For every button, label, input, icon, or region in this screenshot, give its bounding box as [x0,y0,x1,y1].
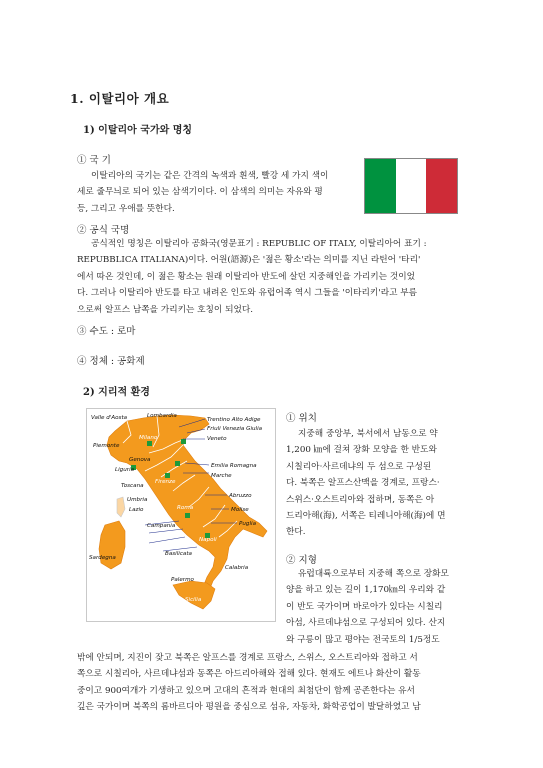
flag-paragraph [77,168,357,217]
terrain-line: 양을 하고 있는 길이 1,170㎞의 우리와 같 [286,585,446,596]
italian-flag-image [364,158,458,214]
subsection-heading-national-name: 1) 이탈리아 국가와 명칭 [83,125,193,136]
map-label: Sardegna [89,555,116,561]
terrain-line: 이 반도 국가이며 바로아가 있다는 시칠리 [286,601,443,612]
map-label: Umbria [127,497,148,503]
subsection-heading-geography: 2) 지리적 환경 [83,387,150,398]
terrain-line: 아섬, 사르데냐섬으로 구성되어 있다. 산지 [286,618,446,629]
map-label: Piemonte [93,443,120,449]
official-name-line: 에서 따온 것인데, 이 젊은 황소는 원래 이탈리아 반도에 살던 지중해인을 가리키는 것이었 [77,271,416,282]
map-label: Basilicata [165,551,192,557]
marker-bologna [175,461,180,466]
marker-milano [147,441,152,446]
map-label: Campania [147,523,176,529]
official-name-paragraph [77,236,469,318]
map-label: Napoli [199,537,217,543]
terrain-paragraph-wide [77,650,469,716]
map-label: Emilia Romagna [211,463,257,469]
map-label: Marche [211,473,232,479]
terrain-line: 쪽으로 시칠리아, 사르데냐섬과 동쪽은 아드리아해와 접해 있다. 현재도 에트나 화산이 활동 [77,669,421,680]
flag-heading: ① 국 기 [77,155,111,166]
map-label: Trentino Alto Adige [207,417,261,423]
terrain-line: 와 구릉이 많고 평야는 전국토의 1/5정도 [286,634,440,645]
map-label: Veneto [207,436,227,442]
map-label: Abruzzo [229,493,252,499]
location-line: 다. 북쪽은 알프스산맥을 경계로, 프랑스· [286,478,440,489]
location-line: 시칠리아·사르데냐의 두 섬으로 구성된 [286,461,432,472]
flag-green-stripe [365,159,396,213]
official-name-line: 공식적인 명칭은 이탈리아 공화국(영문표기 : REPUBLIC OF ITALY, 이탈리아어 표기 : [91,239,427,249]
flag-white-stripe [396,159,427,213]
official-name-line: 다. 그러나 이탈리아 반도를 타고 내려온 인도와 유럽어족 역시 그들을 '이타리키'라고 부름 [77,288,418,299]
map-label: Palermo [171,577,194,583]
flag-line: 세로 줄무늬로 되어 있는 삼색기이다. 이 삼색의 의미는 자유와 평 [77,187,323,198]
government-item: ④ 정체 : 공화제 [77,356,145,367]
official-name-heading: ② 공식 국명 [77,225,130,236]
section-heading-1: 1. 이탈리아 개요 [70,91,170,106]
map-label: Lazio [129,507,144,513]
official-name-line: REPUBBLICA ITALIANA)이다. 어원(語源)은 '젊은 황소'라는 의미를 지닌 라틴어 '타리' [77,255,421,266]
map-label: Roma [177,505,194,511]
official-name-line: 으로써 알프스 남쪽을 가리키는 호칭이 되었다. [77,304,254,315]
map-label: Firenze [155,479,176,485]
capital-item: ③ 수도 : 로마 [77,326,136,337]
terrain-paragraph-narrow [286,566,468,648]
corsica-shape [117,497,125,517]
flag-red-stripe [426,159,457,213]
map-label: Liguria [115,467,135,473]
map-label: Genova [129,457,151,463]
sardinia-shape [99,521,125,569]
terrain-line: 깊은 국가이며 북쪽의 롬바르디아 평원을 중심으로 섬유, 자동차, 화학공업이 발달하였고 남 [77,702,421,713]
flag-line: 이탈리아의 국기는 같은 간격의 녹색과 흰색, 빨강 세 가지 색이 [91,171,329,181]
flag-line: 등, 그리고 우애를 뜻한다. [77,203,175,214]
location-paragraph [286,426,468,541]
location-line: 한다. [286,527,306,538]
map-label: Sicilia [185,597,202,603]
map-label: Calabria [225,565,249,571]
map-label: Lombardia [147,413,177,419]
marker-roma [185,513,190,518]
terrain-line: 밖에 안되며, 지진이 잦고 북쪽은 알프스를 경계로 프랑스, 스위스, 오스트리아와 접하고 서 [77,653,418,663]
terrain-line: 유럽대륙으로부터 지중해 쪽으로 장화모 [298,569,449,579]
map-label: Puglia [239,521,257,527]
map-label: Milano [139,435,158,441]
sicily-shape [173,581,215,609]
italy-map-svg [87,409,275,621]
location-line: 스위스·오스트리아와 접하며, 동쪽은 아 [286,494,435,505]
marker-firenze [165,473,170,478]
map-label: Valle d'Aosta [91,415,128,421]
map-label: Friuli Venezia Giulia [207,426,263,432]
marker-venezia [181,439,186,444]
terrain-line: 중이고 900여개가 기생하고 있으며 고대의 흔적과 현대의 최첨단이 함께 공존한다는 유서 [77,685,415,696]
map-label: Molise [231,507,249,513]
location-heading: ① 위치 [286,413,317,424]
location-line: 지중해 중앙부, 북서에서 남동으로 약 [298,429,438,439]
location-line: 드리아해(海), 서쪽은 티레니아해(海)에 면 [286,511,446,522]
map-label: Toscana [121,483,144,489]
location-line: 1,200 ㎞에 걸쳐 장화 모양을 한 반도와 [286,445,437,456]
terrain-heading: ② 지형 [286,555,317,566]
italy-region-map [86,408,276,622]
